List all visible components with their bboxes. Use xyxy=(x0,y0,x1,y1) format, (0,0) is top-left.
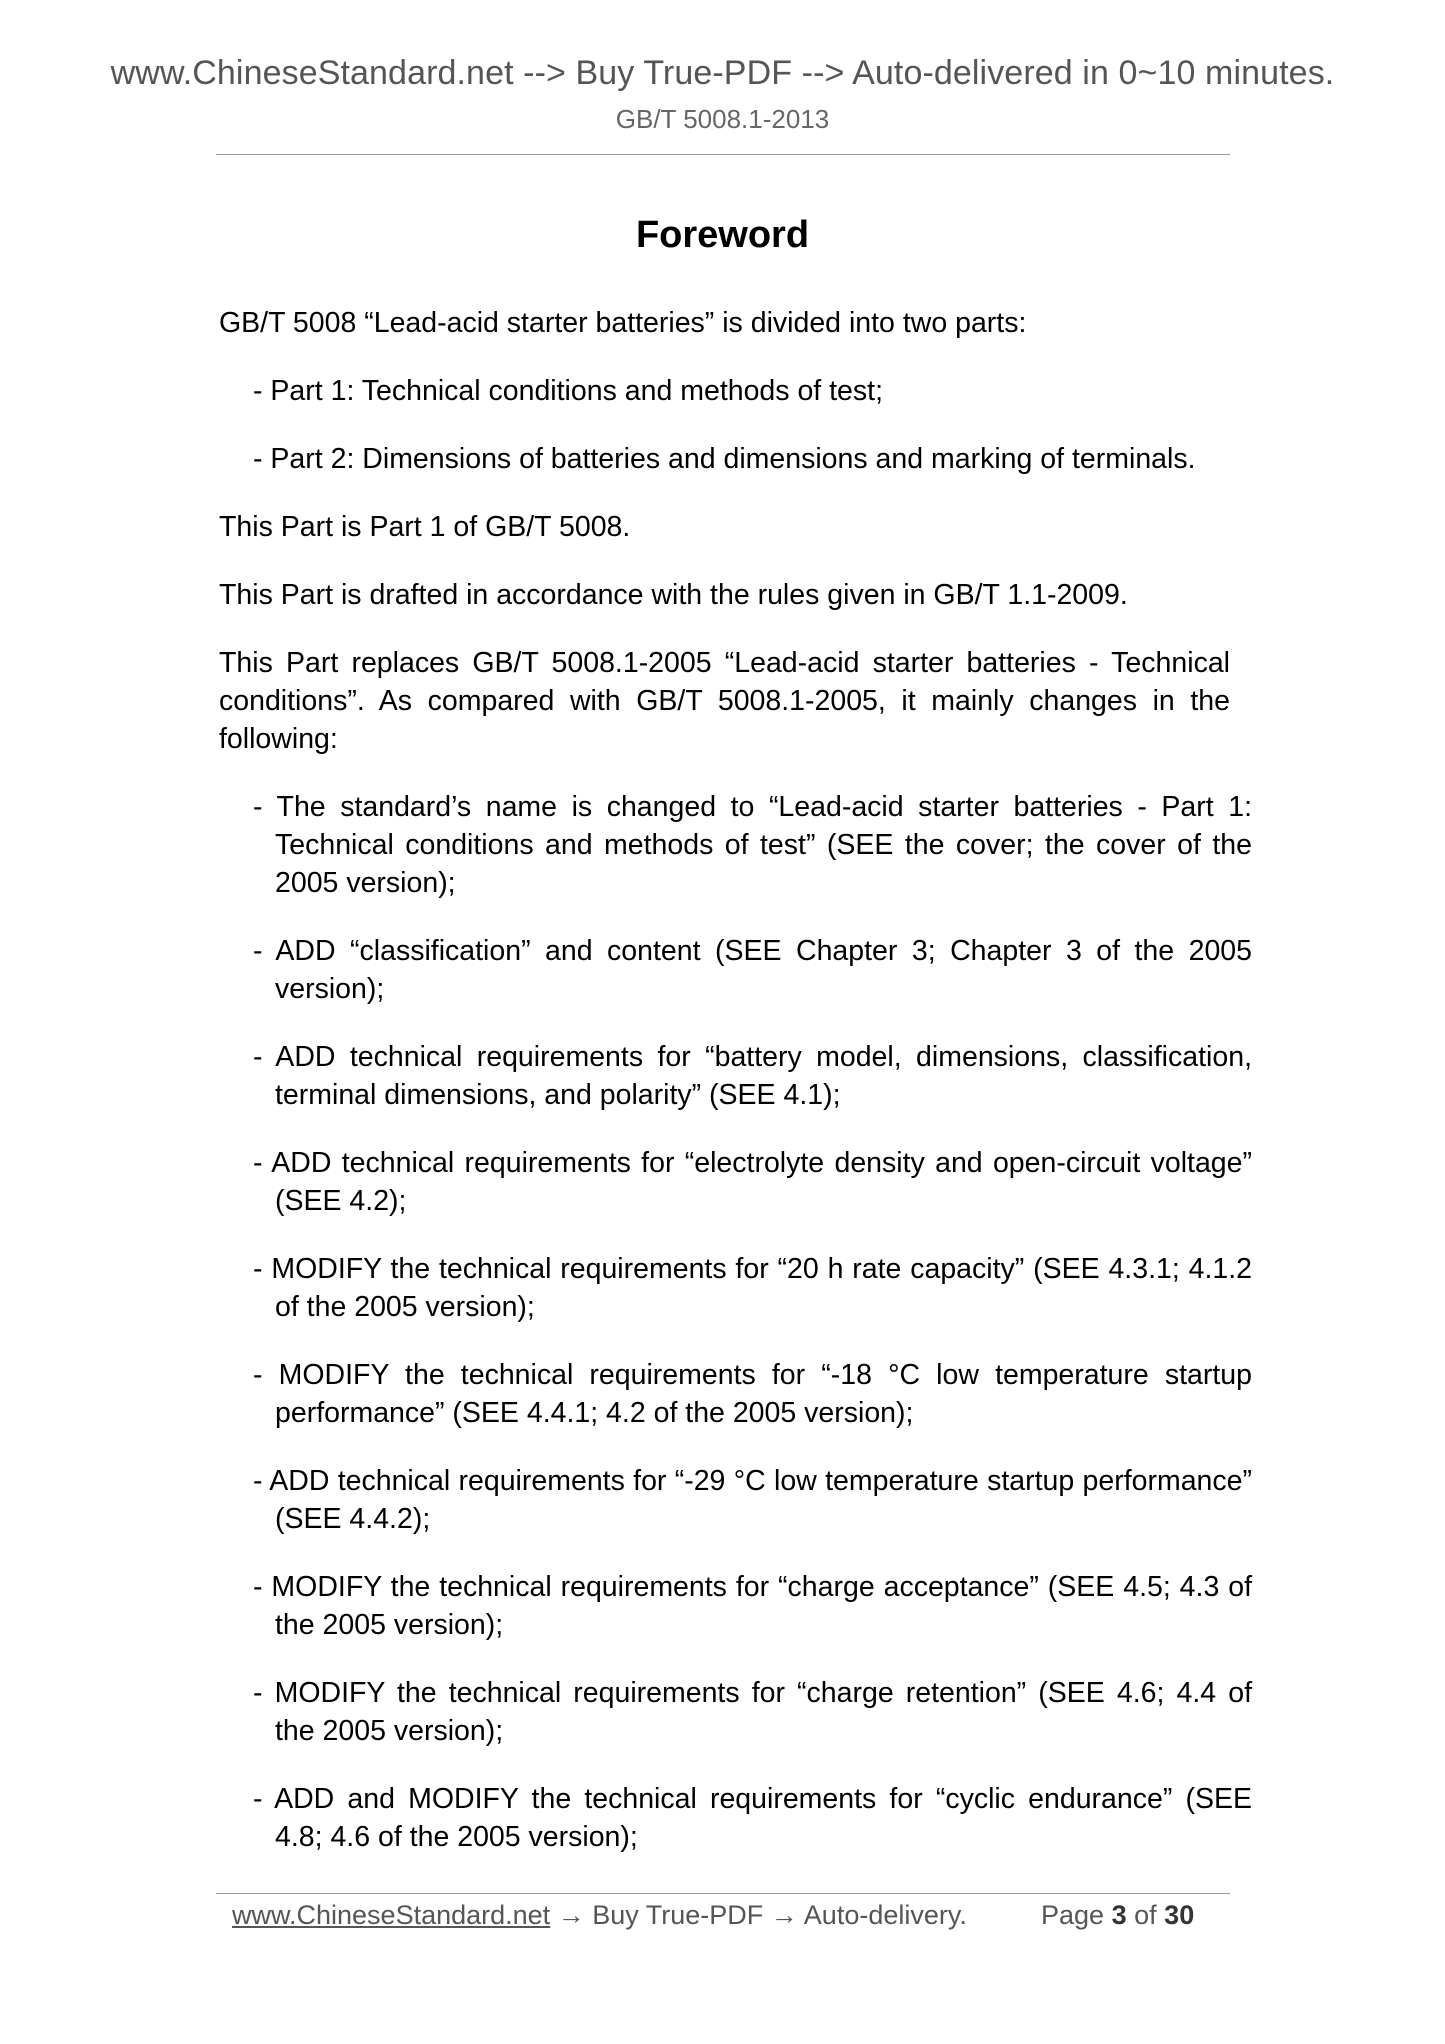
change-item: - ADD and MODIFY the technical requirements for “cyclic endurance” (SEE 4.8; 4.6 of the 2005 version); xyxy=(253,1783,1252,1853)
footer-divider xyxy=(216,1893,1230,1894)
change-item: - ADD technical requirements for “electrolyte density and open-circuit voltage” (SEE 4.2); xyxy=(253,1147,1252,1217)
buy-link[interactable]: Buy True-PDF xyxy=(592,1900,764,1930)
drafting-statement: This Part is drafted in accordance with the rules given in GB/T 1.1-2009. xyxy=(219,579,1128,611)
page-indicator xyxy=(1041,1900,1194,1931)
header-banner: www.ChineseStandard.net --> Buy True-PDF --> Auto-delivered in 0~10 minutes. xyxy=(110,54,1335,92)
change-item: - ADD technical requirements for “battery model, dimensions, classification, terminal dimensions, and polarity” (SEE 4.1); xyxy=(253,1041,1252,1111)
change-item: - The standard’s name is changed to “Lead-acid starter batteries - Part 1: Technical conditions and methods of test” (SEE the cover; the cover of the 2005 version); xyxy=(253,791,1252,899)
header-divider xyxy=(216,154,1230,155)
current-page: 3 xyxy=(1111,1900,1127,1930)
change-item: - ADD “classification” and content (SEE Chapter 3; Chapter 3 of the 2005 version); xyxy=(253,935,1252,1005)
intro-paragraph: GB/T 5008 “Lead-acid starter batteries” is divided into two parts: xyxy=(219,307,1027,339)
page-title: Foreword xyxy=(635,214,810,256)
site-link[interactable]: www.ChineseStandard.net xyxy=(232,1900,551,1930)
of-word: of xyxy=(1134,1900,1157,1930)
change-item: - ADD technical requirements for “-29 °C low temperature startup performance” (SEE 4.4.2); xyxy=(253,1465,1252,1535)
part-2-item: - Part 2: Dimensions of batteries and dimensions and marking of terminals. xyxy=(253,443,1196,475)
total-pages: 30 xyxy=(1164,1900,1195,1930)
replacement-statement: This Part replaces GB/T 5008.1-2005 “Lead-acid starter batteries - Technical conditions”. As compared with GB/T 5008.1-2005, it mainly changes in the following: xyxy=(219,647,1230,755)
footer-links xyxy=(232,1900,967,1931)
change-item: - MODIFY the technical requirements for “charge acceptance” (SEE 4.5; 4.3 of the 2005 version); xyxy=(253,1571,1252,1641)
change-item: - MODIFY the technical requirements for “charge retention” (SEE 4.6; 4.4 of the 2005 version); xyxy=(253,1677,1252,1747)
change-item: - MODIFY the technical requirements for “-18 °C low temperature startup performance” (SEE 4.4.1; 4.2 of the 2005 version); xyxy=(253,1359,1252,1429)
part-statement: This Part is Part 1 of GB/T 5008. xyxy=(219,511,631,543)
arrow-icon: → xyxy=(557,1900,585,1930)
page-word: Page xyxy=(1041,1900,1105,1930)
arrow-icon: → xyxy=(770,1900,798,1930)
change-item: - MODIFY the technical requirements for “20 h rate capacity” (SEE 4.3.1; 4.1.2 of the 2005 version); xyxy=(253,1253,1252,1323)
delivery-text: Auto-delivery. xyxy=(803,1900,967,1930)
standard-number: GB/T 5008.1-2013 xyxy=(615,104,830,134)
part-1-item: - Part 1: Technical conditions and methods of test; xyxy=(253,375,883,407)
